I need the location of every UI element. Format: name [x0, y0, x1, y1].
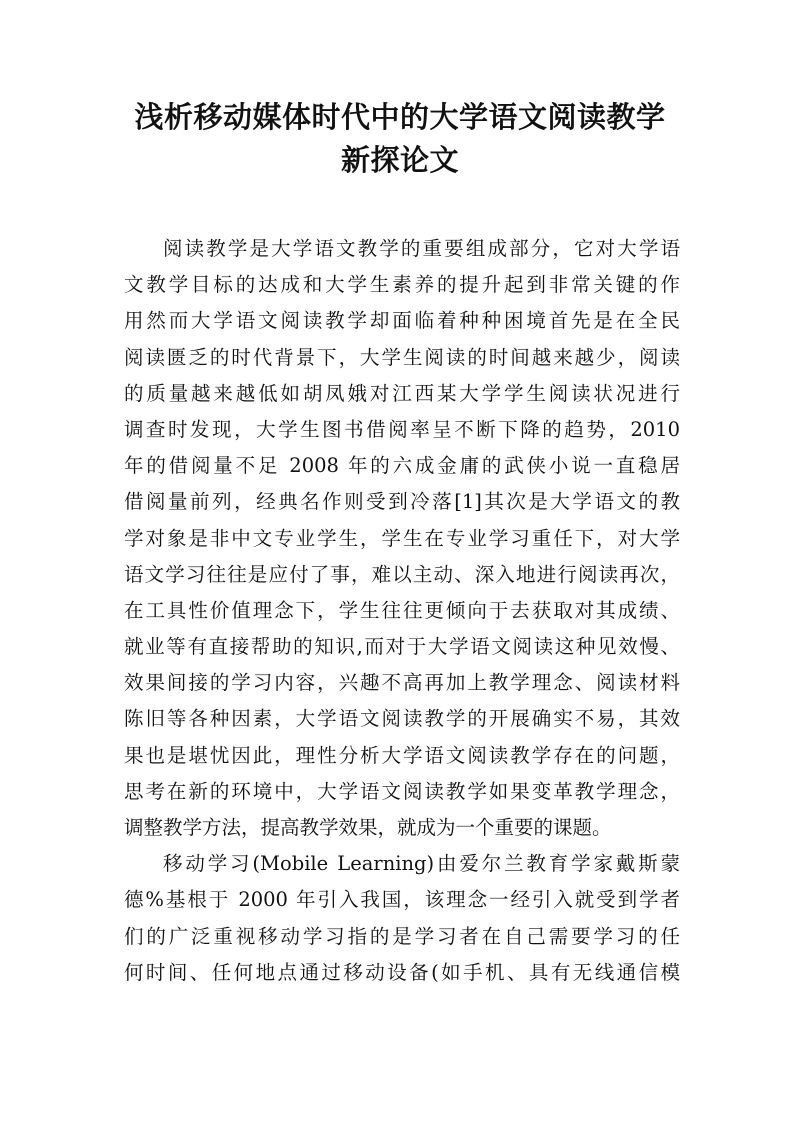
document-title-line-1: 浅析移动媒体时代中的大学语文阅读教学	[134, 100, 666, 134]
document-body	[124, 231, 680, 991]
text-line: 陈旧等各种因素，大学语文阅读教学的开展确实不易，其效	[124, 707, 680, 731]
text-line: 调查时发现，大学生图书借阅率呈不断下降的趋势，2010	[124, 417, 680, 441]
text-line: 何时间、任何地点通过移动设备(如手机、具有无线通信模	[124, 960, 680, 984]
text-line: 借阅量前列，经典名作则受到冷落[1]其次是大学语文的教	[124, 490, 680, 514]
text-line: 在工具性价值理念下，学生往往更倾向于去获取对其成绩、	[124, 598, 680, 622]
text-line: 的质量越来越低如胡凤娥对江西某大学学生阅读状况进行	[124, 381, 680, 405]
text-line: 们的广泛重视移动学习指的是学习者在自己需要学习的任	[124, 924, 680, 948]
paragraph-2	[124, 846, 680, 991]
paragraph-1	[124, 231, 680, 846]
text-line: 果也是堪忧因此，理性分析大学语文阅读教学存在的问题，	[124, 743, 680, 767]
text-line: 就业等有直接帮助的知识,而对于大学语文阅读这种见效慢、	[124, 635, 680, 659]
text-line: 移动学习(Mobile Learning)由爱尔兰教育学家戴斯蒙	[163, 852, 680, 876]
text-line: 文教学目标的达成和大学生素养的提升起到非常关键的作	[124, 273, 680, 297]
text-line: 思考在新的环境中，大学语文阅读教学如果变革教学理念，	[124, 779, 680, 803]
text-line: 调整教学方法，提高教学效果，就成为一个重要的课题。	[124, 816, 612, 839]
text-line: 用然而大学语文阅读教学却面临着种种困境首先是在全民	[124, 309, 680, 333]
text-line: 语文学习往往是应付了事，难以主动、深入地进行阅读再次，	[124, 562, 680, 586]
text-line: 学对象是非中文专业学生，学生在专业学习重任下，对大学	[124, 526, 680, 550]
text-line: 年的借阅量不足 2008 年的六成金庸的武侠小说一直稳居	[124, 454, 680, 478]
text-line: 阅读教学是大学语文教学的重要组成部分，它对大学语	[163, 237, 680, 260]
text-line: 阅读匮乏的时代背景下，大学生阅读的时间越来越少，阅读	[124, 345, 680, 369]
text-line: 效果间接的学习内容，兴趣不高再加上教学理念、阅读材料	[124, 671, 680, 695]
document-title-line-2: 新探论文	[340, 143, 459, 177]
text-line: 德%基根于 2000 年引入我国，该理念一经引入就受到学者	[124, 888, 680, 912]
